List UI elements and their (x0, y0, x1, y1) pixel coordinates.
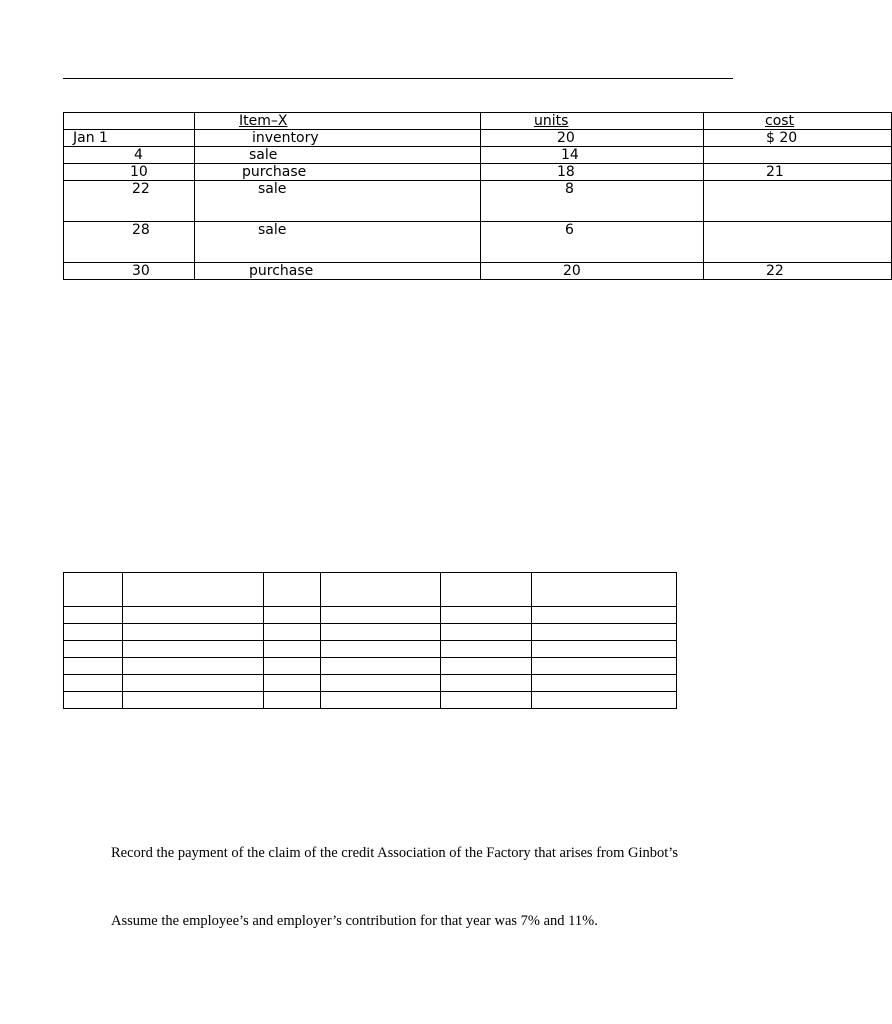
blank-cell (64, 692, 123, 709)
cell-date: 10 (64, 164, 195, 181)
table-row (64, 147, 892, 164)
instruction-paragraph: Record the payment of the claim of the credit Association of the Factory that arises from Ginbot’s (111, 845, 678, 861)
blank-cell (123, 624, 264, 641)
cell-cost (704, 181, 892, 222)
cell-item: purchase (195, 263, 481, 280)
blank-cell (123, 675, 264, 692)
blank-cell (64, 573, 123, 607)
blank-cell (123, 641, 264, 658)
cell-item: sale (195, 222, 481, 263)
blank-cell (64, 641, 123, 658)
blank-cell (321, 658, 441, 675)
blank-cell (441, 658, 532, 675)
cell-cost (704, 147, 892, 164)
inventory-table (63, 112, 892, 280)
cell-item: purchase (195, 164, 481, 181)
blank-cell (321, 641, 441, 658)
blank-cell (64, 624, 123, 641)
header-units: units (534, 113, 569, 129)
blank-answer-table (63, 572, 677, 709)
blank-cell (264, 658, 321, 675)
cell-item: inventory (195, 130, 481, 147)
blank-cell (321, 607, 441, 624)
table-row (64, 263, 892, 280)
top-rule (63, 78, 733, 79)
cell-cost: 22 (704, 263, 892, 280)
cell-item: sale (195, 181, 481, 222)
blank-cell (123, 607, 264, 624)
table-header-row (64, 113, 892, 130)
blank-cell (64, 658, 123, 675)
header-cost: cost (765, 113, 795, 129)
blank-cell (532, 658, 677, 675)
cell-date: 28 (64, 222, 195, 263)
blank-cell (123, 692, 264, 709)
blank-cell (441, 641, 532, 658)
blank-cell (532, 692, 677, 709)
assumption-paragraph: Assume the employee’s and employer’s contribution for that year was 7% and 11%. (111, 913, 598, 929)
blank-cell (123, 573, 264, 607)
cell-units: 8 (481, 181, 704, 222)
cell-units: 14 (481, 147, 704, 164)
blank-cell (264, 675, 321, 692)
blank-cell (123, 658, 264, 675)
cell-date: 22 (64, 181, 195, 222)
blank-row (64, 675, 677, 692)
cell-units: 18 (481, 164, 704, 181)
cell-units: 20 (481, 130, 704, 147)
blank-cell (264, 641, 321, 658)
blank-cell (321, 692, 441, 709)
blank-cell (264, 607, 321, 624)
blank-cell (532, 641, 677, 658)
table-row (64, 181, 892, 222)
blank-row (64, 658, 677, 675)
blank-header-row (64, 573, 677, 607)
header-item: Item–X (239, 113, 288, 129)
blank-row (64, 641, 677, 658)
blank-row (64, 607, 677, 624)
cell-units: 20 (481, 263, 704, 280)
blank-cell (321, 675, 441, 692)
blank-cell (441, 573, 532, 607)
blank-cell (441, 607, 532, 624)
table-row (64, 130, 892, 147)
blank-row (64, 692, 677, 709)
blank-cell (321, 573, 441, 607)
cell-units: 6 (481, 222, 704, 263)
blank-cell (441, 624, 532, 641)
cell-date: 4 (64, 147, 195, 164)
blank-cell (64, 675, 123, 692)
table-row (64, 164, 892, 181)
blank-cell (532, 675, 677, 692)
blank-cell (441, 692, 532, 709)
blank-cell (264, 692, 321, 709)
blank-cell (264, 624, 321, 641)
cell-cost: $ 20 (704, 130, 892, 147)
cell-cost: 21 (704, 164, 892, 181)
blank-cell (532, 624, 677, 641)
table-row (64, 222, 892, 263)
cell-date: Jan 1 (64, 130, 195, 147)
blank-cell (264, 573, 321, 607)
blank-row (64, 624, 677, 641)
blank-cell (532, 607, 677, 624)
cell-date: 30 (64, 263, 195, 280)
cell-item: sale (195, 147, 481, 164)
blank-cell (64, 607, 123, 624)
blank-cell (532, 573, 677, 607)
blank-cell (321, 624, 441, 641)
blank-cell (441, 675, 532, 692)
header-date (64, 113, 195, 130)
cell-cost (704, 222, 892, 263)
